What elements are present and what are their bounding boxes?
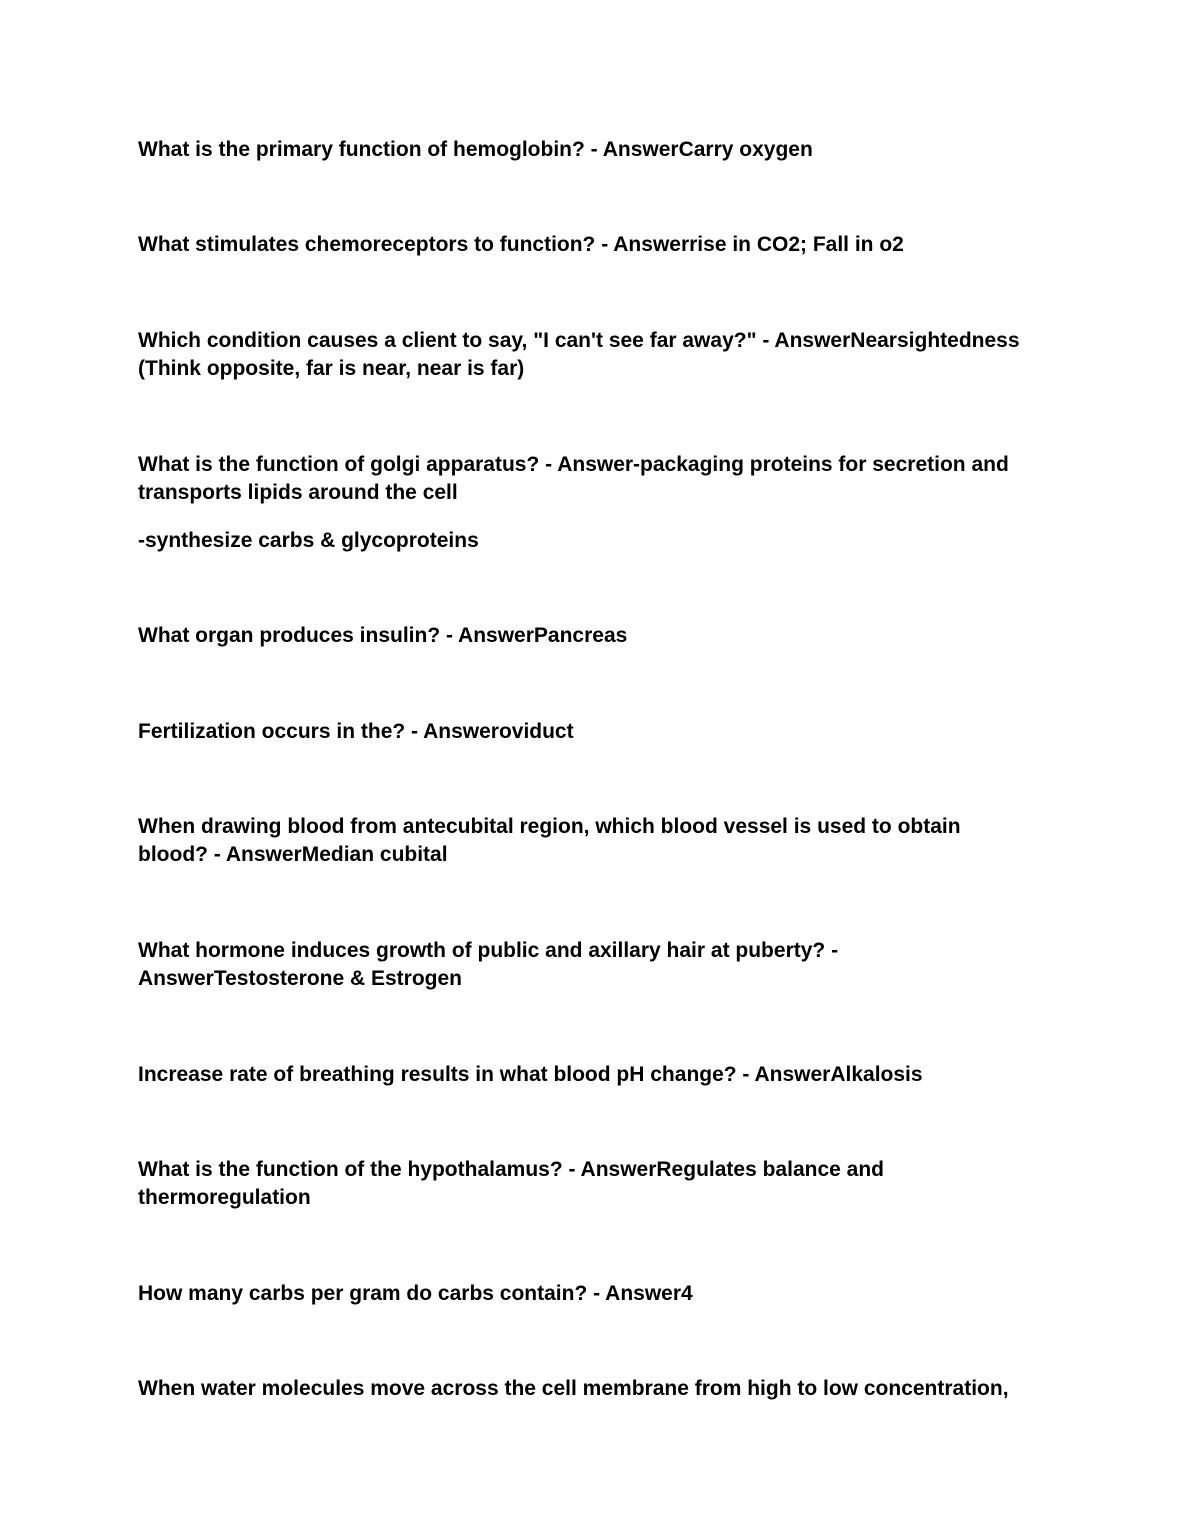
- qa-puberty-hormone: What hormone induces growth of public and axillary hair at puberty? - AnswerTestosterone & Estrogen: [138, 939, 839, 990]
- qa-golgi-apparatus-continued: -synthesize carbs & glycoproteins: [138, 529, 479, 552]
- qa-nearsightedness: Which condition causes a client to say, "I can't see far away?" - AnswerNearsightedness (Think opposite, far is near, near is far): [138, 329, 1020, 380]
- qa-hypothalamus: What is the function of the hypothalamus? - AnswerRegulates balance and thermoregulation: [138, 1158, 884, 1209]
- qa-insulin: What organ produces insulin? - AnswerPancreas: [138, 624, 628, 647]
- qa-fertilization: Fertilization occurs in the? - Answeroviduct: [138, 720, 574, 743]
- qa-blood-draw: When drawing blood from antecubital region, which blood vessel is used to obtain blood? - AnswerMedian cubital: [138, 815, 961, 866]
- qa-carbs: How many carbs per gram do carbs contain? - Answer4: [138, 1282, 693, 1305]
- qa-golgi-apparatus: What is the function of golgi apparatus? - Answer-packaging proteins for secretion and transports lipids around the cell: [138, 453, 1009, 504]
- qa-osmosis: When water molecules move across the cell membrane from high to low concentration,: [138, 1377, 1009, 1400]
- qa-breathing-ph: Increase rate of breathing results in what blood pH change? - AnswerAlkalosis: [138, 1063, 923, 1086]
- qa-chemoreceptors: What stimulates chemoreceptors to function? - Answerrise in CO2; Fall in o2: [138, 233, 904, 256]
- qa-hemoglobin: What is the primary function of hemoglobin? - AnswerCarry oxygen: [138, 138, 813, 161]
